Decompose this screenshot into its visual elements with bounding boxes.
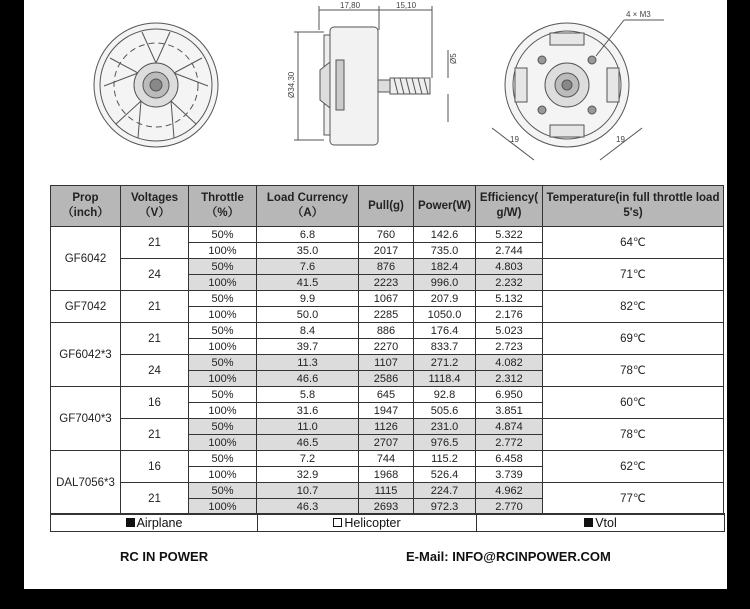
efficiency-cell: 6.458 (476, 451, 543, 467)
efficiency-cell: 2.232 (476, 275, 543, 291)
power-cell: 224.7 (414, 483, 476, 499)
pull-cell: 1968 (359, 467, 414, 483)
power-cell: 1118.4 (414, 371, 476, 387)
load-cell: 11.0 (257, 419, 359, 435)
temperature-cell: 77℃ (543, 483, 724, 515)
pull-cell: 1107 (359, 355, 414, 371)
motor-drawings (24, 0, 727, 185)
table-row (51, 483, 724, 499)
load-cell: 7.6 (257, 259, 359, 275)
pull-cell: 1947 (359, 403, 414, 419)
header-throttle: Throttle （%） (189, 186, 257, 227)
legend-vtol-label: Vtol (595, 515, 617, 530)
load-cell: 46.5 (257, 435, 359, 451)
empty-square-icon (333, 518, 342, 527)
voltage-cell: 21 (121, 291, 189, 323)
temperature-cell: 82℃ (543, 291, 724, 323)
load-cell: 32.9 (257, 467, 359, 483)
header-efficiency: Efficiency( g/W) (476, 186, 543, 227)
throttle-cell: 100% (189, 467, 257, 483)
header-power: Power(W) (414, 186, 476, 227)
voltage-cell: 24 (121, 355, 189, 387)
voltage-cell: 21 (121, 323, 189, 355)
throttle-cell: 50% (189, 451, 257, 467)
power-cell: 271.2 (414, 355, 476, 371)
load-cell: 10.7 (257, 483, 359, 499)
dim-shaft-diameter: Ø5 (449, 53, 458, 64)
power-cell: 1050.0 (414, 307, 476, 323)
power-cell: 92.8 (414, 387, 476, 403)
table-row (51, 419, 724, 435)
pull-cell: 2223 (359, 275, 414, 291)
power-cell: 996.0 (414, 275, 476, 291)
load-cell: 46.6 (257, 371, 359, 387)
pull-cell: 2017 (359, 243, 414, 259)
pull-cell: 2693 (359, 499, 414, 515)
throttle-cell: 100% (189, 275, 257, 291)
load-cell: 39.7 (257, 339, 359, 355)
temperature-cell: 64℃ (543, 227, 724, 259)
load-cell: 5.8 (257, 387, 359, 403)
pull-cell: 886 (359, 323, 414, 339)
load-cell: 8.4 (257, 323, 359, 339)
power-cell: 231.0 (414, 419, 476, 435)
throttle-cell: 100% (189, 339, 257, 355)
motor-side-view (294, 6, 448, 145)
throttle-cell: 100% (189, 403, 257, 419)
efficiency-cell: 2.744 (476, 243, 543, 259)
motor-front-view (94, 23, 218, 147)
power-cell: 176.4 (414, 323, 476, 339)
prop-cell: DAL7056*3 (51, 451, 121, 515)
pull-cell: 1067 (359, 291, 414, 307)
pull-cell: 744 (359, 451, 414, 467)
voltage-cell: 24 (121, 259, 189, 291)
table-row (51, 355, 724, 371)
efficiency-cell: 3.739 (476, 467, 543, 483)
dim-mount-holes: 4 × M3 (626, 10, 651, 19)
efficiency-cell: 2.723 (476, 339, 543, 355)
header-temperature: Temperature(in full throttle load 5's) (543, 186, 724, 227)
voltage-cell: 21 (121, 483, 189, 515)
header-prop: Prop （inch） (51, 186, 121, 227)
pull-cell: 1126 (359, 419, 414, 435)
efficiency-cell: 4.874 (476, 419, 543, 435)
dim-bolt-spacing-b: 19 (616, 135, 625, 144)
legend-vtol (477, 514, 724, 531)
power-cell: 182.4 (414, 259, 476, 275)
power-cell: 115.2 (414, 451, 476, 467)
application-legend (50, 513, 725, 532)
throttle-cell: 100% (189, 371, 257, 387)
filled-square-icon (584, 518, 593, 527)
temperature-cell: 69℃ (543, 323, 724, 355)
efficiency-cell: 5.132 (476, 291, 543, 307)
spec-sheet (24, 0, 727, 589)
power-cell: 207.9 (414, 291, 476, 307)
efficiency-cell: 5.322 (476, 227, 543, 243)
prop-cell: GF6042 (51, 227, 121, 291)
table-row (51, 323, 724, 339)
prop-cell: GF7040*3 (51, 387, 121, 451)
power-cell: 526.4 (414, 467, 476, 483)
efficiency-cell: 4.803 (476, 259, 543, 275)
power-cell: 505.6 (414, 403, 476, 419)
temperature-cell: 71℃ (543, 259, 724, 291)
table-row (51, 259, 724, 275)
throttle-cell: 50% (189, 387, 257, 403)
temperature-cell: 78℃ (543, 355, 724, 387)
efficiency-cell: 2.176 (476, 307, 543, 323)
table-row (51, 227, 724, 243)
throttle-cell: 50% (189, 355, 257, 371)
dim-bolt-spacing-a: 19 (510, 135, 519, 144)
pull-cell: 876 (359, 259, 414, 275)
load-cell: 50.0 (257, 307, 359, 323)
header-voltages: Voltages （V） (121, 186, 189, 227)
pull-cell: 760 (359, 227, 414, 243)
load-cell: 31.6 (257, 403, 359, 419)
power-cell: 976.5 (414, 435, 476, 451)
temperature-cell: 62℃ (543, 451, 724, 483)
prop-cell: GF7042 (51, 291, 121, 323)
efficiency-cell: 4.082 (476, 355, 543, 371)
legend-helicopter (258, 514, 477, 531)
throttle-cell: 100% (189, 499, 257, 515)
voltage-cell: 16 (121, 387, 189, 419)
throttle-cell: 50% (189, 483, 257, 499)
header-load-current: Load Currency （A） (257, 186, 359, 227)
legend-airplane (51, 514, 258, 531)
dim-body-diameter: Ø34,30 (287, 71, 296, 98)
efficiency-cell: 2.312 (476, 371, 543, 387)
performance-table (50, 185, 724, 515)
footer-email[interactable]: E-Mail: INFO@RCINPOWER.COM (406, 549, 611, 564)
throttle-cell: 100% (189, 307, 257, 323)
throttle-cell: 50% (189, 323, 257, 339)
pull-cell: 2285 (359, 307, 414, 323)
header-pull: Pull(g) (359, 186, 414, 227)
throttle-cell: 50% (189, 291, 257, 307)
load-cell: 9.9 (257, 291, 359, 307)
legend-helicopter-label: Helicopter (344, 515, 401, 530)
power-cell: 972.3 (414, 499, 476, 515)
throttle-cell: 100% (189, 435, 257, 451)
load-cell: 6.8 (257, 227, 359, 243)
pull-cell: 2270 (359, 339, 414, 355)
load-cell: 41.5 (257, 275, 359, 291)
load-cell: 46.3 (257, 499, 359, 515)
table-row (51, 387, 724, 403)
table-row (51, 291, 724, 307)
dim-length-1: 17,80 (340, 1, 361, 10)
throttle-cell: 50% (189, 227, 257, 243)
table-row (51, 451, 724, 467)
power-cell: 142.6 (414, 227, 476, 243)
pull-cell: 645 (359, 387, 414, 403)
pull-cell: 1115 (359, 483, 414, 499)
filled-square-icon (126, 518, 135, 527)
pull-cell: 2586 (359, 371, 414, 387)
efficiency-cell: 3.851 (476, 403, 543, 419)
throttle-cell: 50% (189, 259, 257, 275)
footer-brand: RC IN POWER (120, 549, 209, 564)
load-cell: 11.3 (257, 355, 359, 371)
temperature-cell: 78℃ (543, 419, 724, 451)
efficiency-cell: 6.950 (476, 387, 543, 403)
efficiency-cell: 2.772 (476, 435, 543, 451)
efficiency-cell: 5.023 (476, 323, 543, 339)
power-cell: 833.7 (414, 339, 476, 355)
load-cell: 35.0 (257, 243, 359, 259)
pull-cell: 2707 (359, 435, 414, 451)
efficiency-cell: 2.770 (476, 499, 543, 515)
voltage-cell: 21 (121, 227, 189, 259)
temperature-cell: 60℃ (543, 387, 724, 419)
power-cell: 735.0 (414, 243, 476, 259)
throttle-cell: 50% (189, 419, 257, 435)
throttle-cell: 100% (189, 243, 257, 259)
voltage-cell: 16 (121, 451, 189, 483)
prop-cell: GF6042*3 (51, 323, 121, 387)
voltage-cell: 21 (121, 419, 189, 451)
efficiency-cell: 4.962 (476, 483, 543, 499)
load-cell: 7.2 (257, 451, 359, 467)
dim-length-2: 15,10 (396, 1, 417, 10)
legend-airplane-label: Airplane (136, 515, 183, 530)
